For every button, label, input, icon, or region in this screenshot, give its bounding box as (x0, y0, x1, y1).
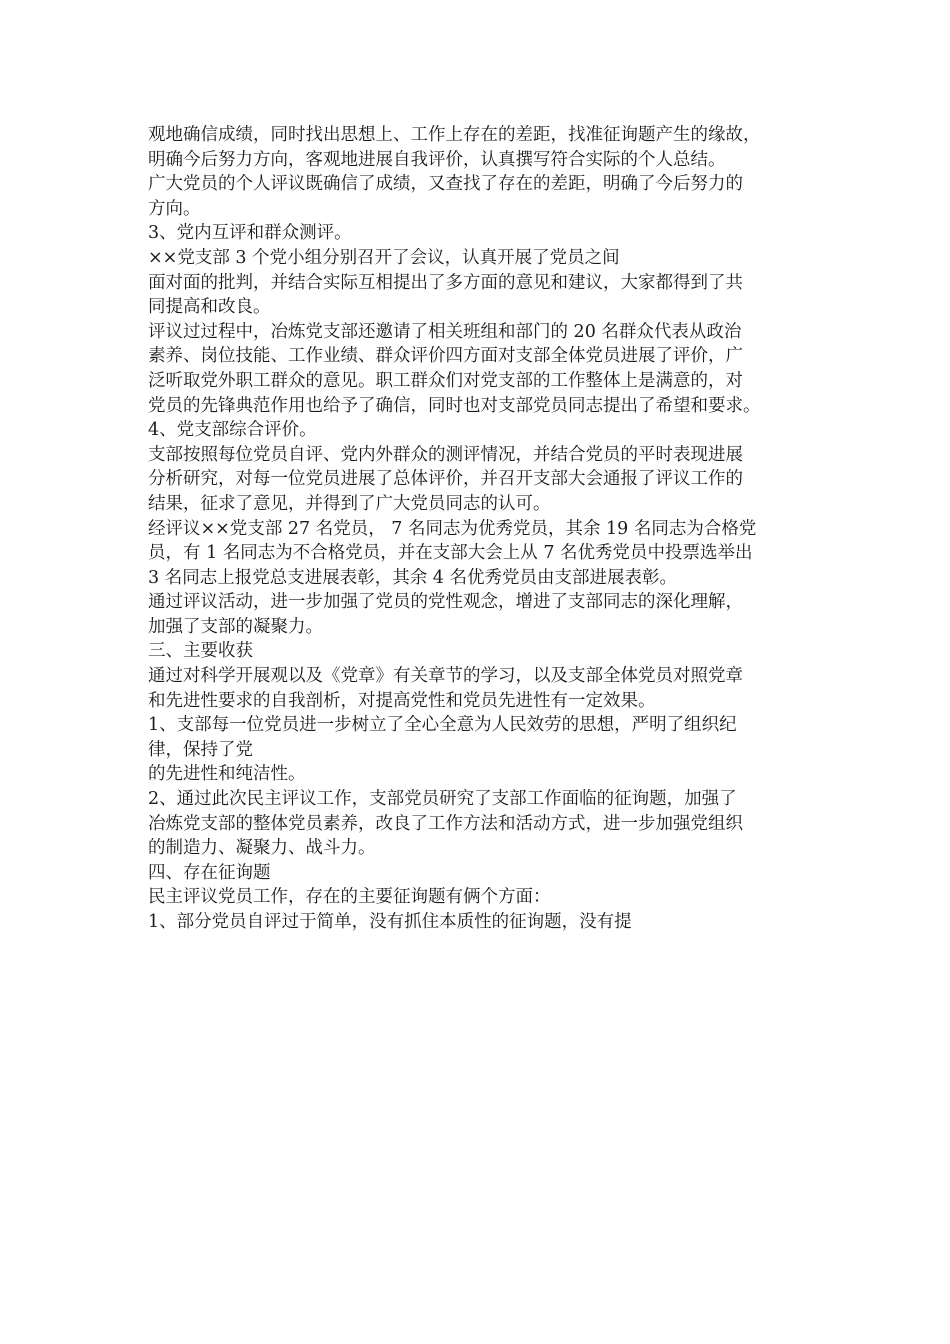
text-line: 方向。 (148, 198, 201, 219)
section-heading: 四、存在征询题 (148, 862, 271, 883)
text-line: 观地确信成绩，同时找出思想上、工作上存在的差距，找准征询题产生的缘故， (148, 125, 761, 145)
text-line: 3 名同志上报党总支进展表彰，其余 4 名优秀党员由支部进展表彰。 (148, 567, 677, 588)
text-line: 和先进性要求的自我剖析，对提高党性和党员先进性有一定效果。 (148, 690, 656, 711)
text-line: 分析研究，对每一位党员进展了总体评价，并召开支部大会通报了评议工作的 (148, 469, 743, 490)
text-line: 1、支部每一位党员进一步树立了全心全意为人民效劳的思想，严明了组织纪 (148, 715, 737, 736)
section-heading: 三、主要收获 (148, 641, 253, 662)
text-line: 律，保持了党 (148, 739, 253, 760)
text-line: 通过对科学开展观以及《党章》有关章节的学习，以及支部全体党员对照党章 (148, 666, 743, 687)
text-line: 素养、岗位技能、工作业绩、群众评价四方面对支部全体党员进展了评价，广 (148, 346, 743, 367)
text-line: 广大党员的个人评议既确信了成绩，又查找了存在的差距，明确了今后努力的 (148, 174, 743, 195)
text-line: 通过评议活动，进一步加强了党员的党性观念，增进了支部同志的深化理解， (148, 592, 743, 613)
text-line: 的制造力、凝聚力、战斗力。 (148, 838, 376, 859)
text-line: 2、通过此次民主评议工作，支部党员研究了支部工作面临的征询题，加强了 (148, 789, 737, 810)
text-line: ××党支部 3 个党小组分别召开了会议，认真开展了党员之间 (148, 247, 620, 268)
text-line: 加强了支部的凝聚力。 (148, 616, 323, 637)
document-body (148, 123, 808, 935)
text-line: 面对面的批判，并结合实际互相提出了多方面的意见和建议，大家都得到了共 (148, 272, 743, 293)
text-line: 1、部分党员自评过于简单，没有抓住本质性的征询题，没有提 (148, 912, 632, 932)
text-line: 同提高和改良。 (148, 297, 271, 318)
text-line: 经评议××党支部 27 名党员， 7 名同志为优秀党员，其余 19 名同志为合格党 (148, 518, 757, 539)
text-line: 泛听取党外职工群众的意见。职工群众们对党支部的工作整体上是满意的，对 (148, 370, 743, 391)
text-line: 员，有 1 名同志为不合格党员，并在支部大会上从 7 名优秀党员中投票选举出 (148, 543, 753, 564)
text-line: 党员的先锋典范作用也给予了确信，同时也对支部党员同志提出了希望和要求。 (148, 395, 761, 416)
text-line: 支部按照每位党员自评、党内外群众的测评情况，并结合党员的平时表现进展 (148, 444, 743, 465)
section-heading: 4、党支部综合评价。 (148, 420, 317, 441)
text-line: 民主评议党员工作，存在的主要征询题有俩个方面： (148, 887, 551, 908)
text-line: 评议过过程中，冶炼党支部还邀请了相关班组和部门的 20 名群众代表从政治 (148, 321, 742, 342)
text-line: 的先进性和纯洁性。 (148, 764, 306, 785)
text-line: 冶炼党支部的整体党员素养，改良了工作方法和活动方式，进一步加强党组织 (148, 813, 743, 834)
text-line: 明确今后努力方向，客观地进展自我评价，认真撰写符合实际的个人总结。 (148, 149, 726, 170)
text-line: 结果，征求了意见，并得到了广大党员同志的认可。 (148, 493, 551, 514)
section-heading: 3、党内互评和群众测评。 (148, 223, 352, 244)
